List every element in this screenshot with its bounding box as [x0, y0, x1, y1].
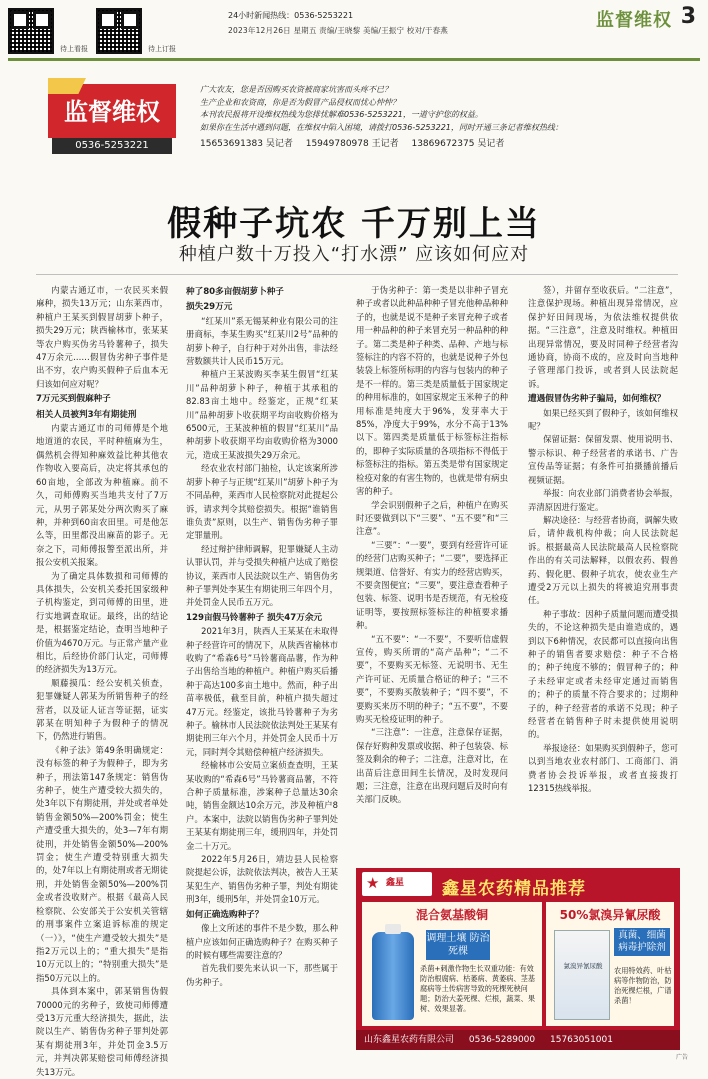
- column-banner: [48, 84, 176, 164]
- intro-line: 生产企业和农资商，你是否为假冒产品侵权而忧心忡忡？: [200, 97, 400, 107]
- paragraph: 保留证据：保留发票、使用说明书、警示标识、种子经营者的承诺书、广告宣传品等证据；有条件可拍摄播前播后视频证据。: [528, 434, 678, 485]
- contact: 13869672375 吴记者: [411, 139, 505, 149]
- masthead-rule: [8, 58, 700, 61]
- article-column-2: [186, 284, 338, 1050]
- product-tagline: 真菌、细菌 病毒护除剂: [614, 928, 670, 956]
- paragraph: 为了确定具体数损和司师傅的具体损失，公安机关委托国家级种子机构鉴定，到司师傅的田里，进行实地调查取证。最终，出的结论是，根据鉴定结论，查明当地种子价值为4670万元。与正常产量产业相比，后经协价部门认定，司师傅的经济损失为13万元。: [36, 570, 168, 675]
- masthead: [8, 6, 700, 62]
- product-panel: [362, 902, 542, 1026]
- ad-footer: [356, 1030, 680, 1050]
- paragraph: 像上文所述的事件不是少数，那么种植户应该如何正确选购种子？在购买种子的时候有哪些需要注意的？: [186, 923, 338, 960]
- package-icon: [554, 930, 610, 1020]
- section-name: 监督维权: [596, 10, 672, 31]
- column-title: 监督维权: [64, 97, 160, 126]
- paragraph: 种植户王某波购买李某生假冒“红某川”品种胡萝卜种子，种植于其承租的82.83亩土地中。经鉴定，正规“红某川”品种胡萝卜收获期平均亩收购价格为6500元，王某波种植的假冒“红某川”品种胡萝卜收获期平均亩收购价格为3000元，造成王某波损失29万余元。: [186, 369, 338, 460]
- headline: 假种子坑农 千万别上当: [167, 204, 541, 244]
- subheading: 7万元买到假麻种子: [36, 394, 111, 405]
- qr-label: 待上看报: [60, 45, 88, 53]
- qr-code: [96, 8, 142, 54]
- paragraph: 2021年3月，陕西人王某某在未取得种子经营许可的情况下，从陕西省榆林市收购了“希森6号”马铃薯商品薯，作为种子出售给当地的种植户。种植户购买后播种于高达100多亩土地中。然而，种子出苗率极低，截至目前，种植户损失超过47万元。经鉴定，该批马铃薯种子为劣种子。榆林市人民法院依法判处王某某有期徒刑三年六个月，并处罚金人民币十万元，同时判令其赔偿种植户经济损失。: [186, 626, 338, 757]
- phone-number: 0536-5289000: [468, 1035, 536, 1045]
- paragraph: 签），并留存至收获后。“二注意”，注意保护现场。种植出现异常情况，应保护好田间现场，为依法维权提供依据。“三注意”，注意及时维权。种植田出现异常情况，要及时同种子经营者沟通协商，协商不成的，应及时向当地种子管理部门投诉，或者到人民法院起诉。: [528, 285, 678, 389]
- paragraph: 内蒙古通辽市的司师傅是个地地道道的农民，平时种植麻为生，偶然机会得知种麻效益比种其他农作物收入要高后，决定将其承包的60亩地，全部改为种植麻。前不久，司师傅购买当地共支付了7万元，从男子郭某处分两次购买了麻种，并种到60亩农田里。可是他怎么等，田里都没出麻苗的影子。无奈之下，司师傅报警至派出所，并报公安机关报案。: [36, 423, 168, 568]
- subheading: 损失29万元: [186, 302, 233, 313]
- paragraph: 学会识别假种子之后，种植户在购买时还要做到以下“三要”、“五不要”和“三注意”。: [356, 499, 508, 537]
- subheading: 如何正确选购种子？: [186, 909, 264, 920]
- advertisement: [356, 868, 680, 1050]
- contact-list: [200, 136, 676, 149]
- qr-code: [8, 8, 54, 54]
- paragraph: 种子事故：因种子质量问题而遭受损失的，不论这种损失是由谁造成的，遇到以下6种情况，农民都可以直接向出售种子的销售者要求赔偿：种子不合格的；种子纯度不够的；假冒种子的；种子未经审定或者未经审定通过而销售的；种子的质量不符合要求的；过期种子的，种子经营者的承诺不兑现；种子经营者在销售种子时未提供使用说明的。: [528, 608, 678, 740]
- article-column-1: [36, 284, 168, 1077]
- paragraph: 内蒙古通辽市，一农民买来假麻种，损失13万元；山东莱西市，种植户王某买到假冒胡萝卜种子，损失29万元；陕西榆林市，张某某等农户购买伪劣马铃薯种子，损失47万余元……假冒伪劣种子事件是出不穷，农户购买假种子后血本无归该如何应对呢？: [36, 285, 168, 389]
- column-intro: [200, 84, 676, 134]
- dateline: 2023年12月26日 星期五 责编/王晓黎 美编/王振宁 校对/于春燕: [228, 26, 448, 35]
- paragraph: “三注意”：一注意，注意保存证据，保存好购种发票或收据、种子包装袋、标签及剩余的种子；二注意，注意对比，在出苗后注意田间生长情况，及时发现问题；三注意，注意在出现问题后及时向有关部门反映。: [356, 727, 508, 805]
- page-number: 3: [680, 4, 696, 29]
- ad-credit: 广告: [676, 1054, 689, 1061]
- contact: 15949780978 王记者: [305, 139, 399, 149]
- intro-line: 本刊农民报将开设维权热线为您排忧解难0536-5253221，一道守护您的权益。: [200, 110, 483, 119]
- phone-number: 15763051001: [550, 1035, 613, 1045]
- brand-logo: [362, 872, 432, 896]
- paragraph: 《种子法》第49条明确规定：没有标签的种子为假种子，即为劣种子，刑法第147条规定：销售伪劣种子，使生产遭受较大损失的，处3年以下有期徒刑，并处或者单处销售金额50%—200%罚金；使生产遭受重大损失的，处3—7年有期徒刑，并处销售金额50%—200%罚金；使生产遭受特别重大损失的，处7年以上有期徒刑或者无期徒刑，并处销售金额50%—200%罚金或者没收财产。根据《最高人民检察院、公安部关于公安机关管辖的刑事案件立案追诉标准的规定（一）》，“使生产遭受较大损失”是指2万元以上的；“重大损失”是指10万元以上的；“特别重大损失”是指50万元以上的。: [36, 744, 168, 983]
- paragraph: 经榆林市公安局立案侦查查明，王某某收购的“希森6号”马铃薯商品薯，不符合种子质量标准，涉案种子总量达30余吨，销售金额达10余万元，涉及种植户8户。本案中，法院以销售伪劣种子罪判处王某某有期徒刑三年，缓刑四年，并处罚金二十万元。: [186, 760, 338, 851]
- paragraph: “三要”：“一要”，要到有经营许可证的经营门店购买种子；“二要”，要选择正规渠道、信誉好、有实力的经营店购买，不要贪图便宜；“三要”，要注意查看种子包装、标签、说明书是否规范，有无检疫证明等，要按照标签标注的种植要求播种。: [356, 539, 508, 631]
- qr-label: 待上订报: [148, 45, 176, 53]
- column-phone: 0536-5253221: [52, 138, 172, 154]
- intro-line: 如果你在生活中遇到问题，在维权中陷入困境，请拨打0536-5253221，同时开通三条记者维权热线：: [200, 122, 563, 132]
- paragraph: 经过辩护律师调解，犯罪嫌疑人主动认罪认罚，并与受损失种植户达成了赔偿协议，莱西市人民法院以生产、销售伪劣种子罪判处李某生有期徒刑三年四个月，并处罚金人民币五万元。: [186, 543, 338, 608]
- subheading: 相关人员被判3年有期徒刑: [36, 409, 137, 420]
- subheading: 种了80多亩假胡萝卜种子: [186, 287, 284, 297]
- headline-rule: [36, 274, 678, 275]
- paragraph: 顺藤摸瓜：经公安机关侦查，犯罪嫌疑人郭某为所销售种子的经营者，以及证人证言等证据，证实郭某在明知种子为假种子的情况下，仍然进行销售。: [36, 677, 168, 742]
- product-panel: [546, 902, 674, 1026]
- hotline: 24小时新闻热线：0536-5253221: [228, 11, 354, 20]
- intro-line: 广大农友，您是否因购买农资被商家坑害而头疼不已？: [200, 85, 392, 94]
- bottle-icon: [372, 932, 414, 1020]
- product-description: 农用特效药、叶枯病等作物防治，防治死棵烂根，广谱杀菌！: [614, 966, 672, 1005]
- star-icon: ★: [366, 874, 380, 892]
- paragraph: 举报：向农业部门消费者协会举报，弄清原因进行鉴定。: [528, 488, 678, 512]
- ad-title: 鑫星农药精品推荐: [442, 879, 586, 899]
- product-tagline: 调理土壤 防治死棵: [426, 930, 490, 960]
- package-label: 氯溴异氰尿酸: [563, 962, 603, 970]
- paragraph: “红某川”系无锡某种业有限公司的注册商标，李某生购买“红某川2号”品种的胡萝卜种子，自行种于对外出售，非法经营数额共计人民币15万元。: [186, 315, 338, 367]
- paragraph: 解决途径：与经营者协商，调解失败后，请仲裁机构仲裁；向人民法院起诉。根据最高人民法院最高人民检察院作出的有关司法解释，以假农药、假兽药、假化肥、假种子坑农，使农业生产遭受2万元以上损失的将被追究刑事责任。: [528, 514, 678, 606]
- paragraph: 首先我们要先来认识一下，那些属于伪劣种子。: [186, 963, 338, 987]
- paragraph: 于伪劣种子：第一类是以非种子冒充种子或者以此种品种种子冒充他种品种种子的，也就是说不是种子来冒充种子或者用一种品种的种子来冒充另一种品种的种子。第二类是种子种类、品种、产地与标签标注的内容不符的，也就是说种子外包装袋上标签所标明的内容与包装内的种子是不一样的。第三类是质量低于国家规定的种用标准的，如国家规定玉米种子的种用标准是纯度大于96%，发芽率大于85%，净度大于99%，水分不高于13%以下。第四类是质量低于标签标注指标的，即种子实际质量的各项指标不得低于标签标注的指标。第五类是带有国家规定检疫对象的有害生物的，也就是带有病虫害的种子。: [356, 285, 508, 497]
- product-name: 50%氯溴异氰尿酸: [559, 908, 661, 922]
- contact: 15653691383 吴记者: [200, 139, 293, 149]
- paragraph: 具体到本案中，郭某销售伪假70000元的劣种子，致使司师傅遭受13万元重大经济损失，据此，法院以生产、销售伪劣种子罪判处郭某有期徒刑3年，并处罚金3.5万元，并判决郭某赔偿司师傅经济损失13万元。: [36, 986, 168, 1077]
- subheading: 遭遇假冒伪劣种子骗局，如何维权？: [528, 394, 666, 405]
- paragraph: 如果已经买到了假种子，该如何维权呢？: [528, 407, 678, 432]
- paragraph: 举报途径：如果购买到假种子，您可以到当地农业农村部门、工商部门、消费者协会投诉举报，或者直接拨打12315热线举报。: [528, 742, 678, 794]
- brand-name: 鑫星: [386, 878, 405, 888]
- paragraph: 2022年5月26日，靖边县人民检察院提起公诉，法院依法判决，被告人王某某犯生产、销售伪劣种子罪，判处有期徒刑3年，缓刑5年，并处罚金10万元。: [186, 854, 338, 905]
- subheadline: 种植户数十万投入“打水漂” 应该如何应对: [178, 244, 530, 265]
- article-column-3: [356, 284, 508, 850]
- product-description: 杀菌+刺激作物生长双重功能：有效防治根腐病、枯萎病、黄萎病、茎基腐病等土传病害导致的死棵死秧问题；防治大姜死棵、烂根，蔬菜、果树、效果显著。: [420, 964, 536, 1013]
- subheading: 129亩假马铃薯种子 损失47万余元: [186, 612, 323, 623]
- paragraph: 经农业农村部门抽检，认定该案所涉胡萝卜种子与正规“红某川”胡萝卜种子为不同品种，莱西市人民检察院对此提起公诉，请求判令其赔偿损失。根据“谁销售谁负责”原则，以生产、销售伪劣种子罪定罪量刑。: [186, 463, 338, 541]
- article-column-4: [528, 284, 678, 850]
- product-name: 混合氨基酸铜: [415, 908, 488, 922]
- company-name: 山东鑫星农药有限公司: [364, 1035, 455, 1045]
- paragraph: “五不要”：“一不要”，不要听信虚假宣传，购买所谓的“高产品种”；“二不要”，不要购买无标签、无说明书、无生产许可证、无质量合格证的种子；“三不要”，不要购买散装种子；“四不要”，不要购买来历不明的种子；“五不要”，不要购买无检疫证明的种子。: [356, 633, 508, 724]
